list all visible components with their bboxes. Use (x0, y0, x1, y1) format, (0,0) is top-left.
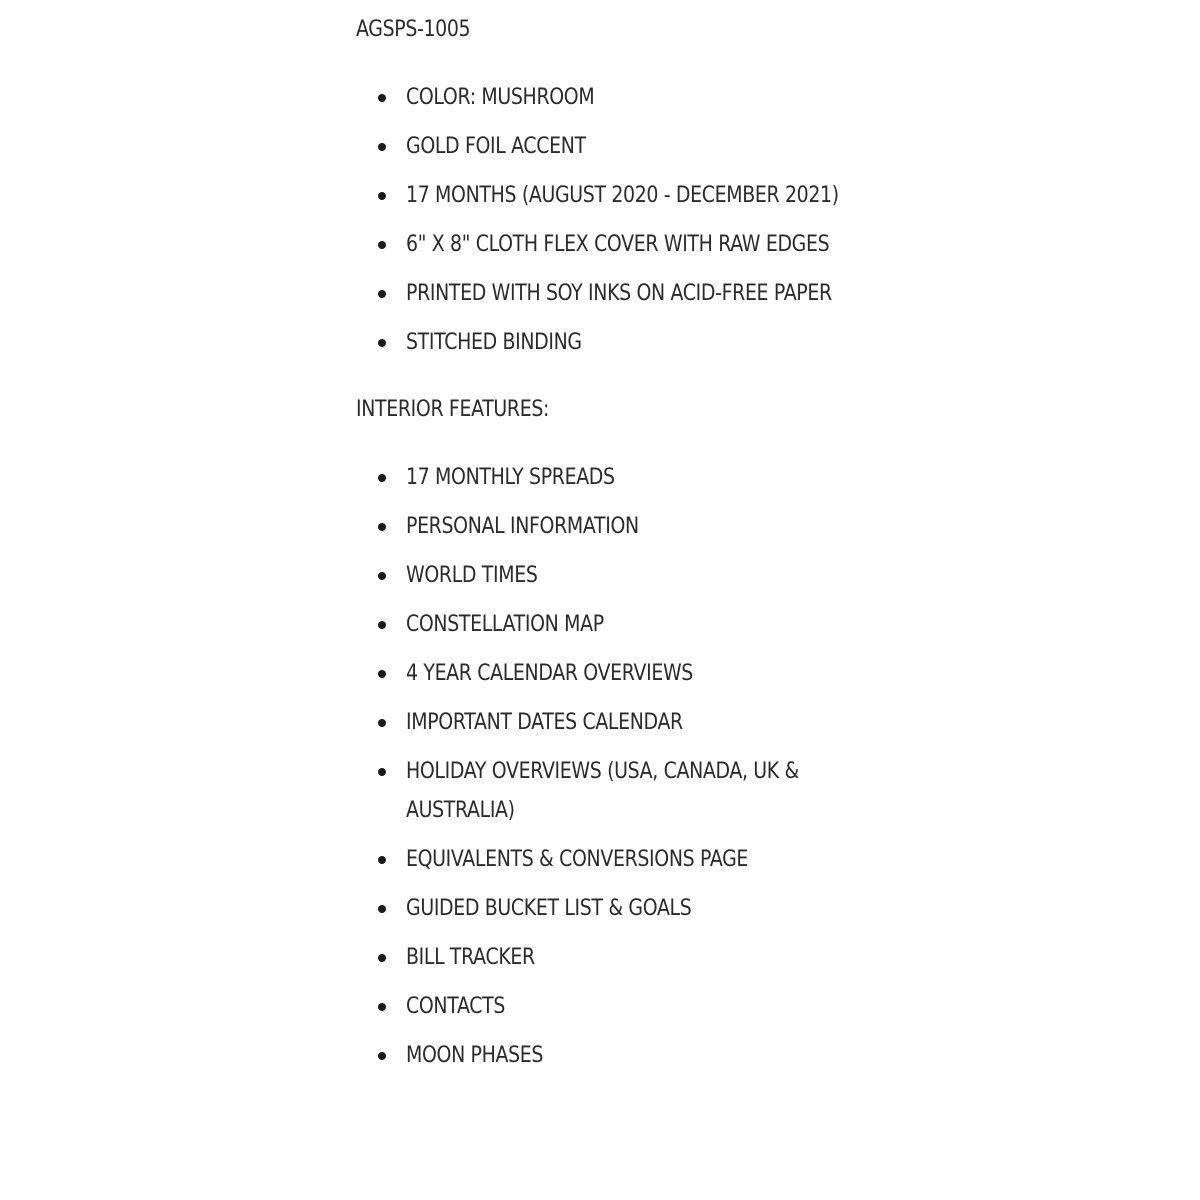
list-item (356, 889, 876, 928)
feature-item-text: CONTACTS (406, 994, 505, 1019)
list-item (356, 654, 876, 693)
list-item (356, 703, 876, 742)
list-item (356, 458, 876, 497)
product-description (356, 14, 856, 1085)
interior-features-heading: INTERIOR FEATURES: (356, 397, 550, 422)
bullet-icon (378, 339, 386, 347)
feature-item-text: GUIDED BUCKET LIST & GOALS (406, 896, 692, 921)
list-item (356, 987, 876, 1026)
list-item (356, 507, 876, 546)
bullet-icon (378, 1052, 386, 1060)
list-item (356, 752, 876, 830)
list-item (356, 605, 876, 644)
bullet-icon (378, 143, 386, 151)
spec-item-text: GOLD FOIL ACCENT (406, 134, 586, 159)
spec-item-text: PRINTED WITH SOY INKS ON ACID-FREE PAPER (406, 281, 832, 306)
list-item (356, 323, 876, 362)
bullet-icon (378, 856, 386, 864)
bullet-icon (378, 670, 386, 678)
bullet-icon (378, 905, 386, 913)
bullet-icon (378, 572, 386, 580)
bullet-icon (378, 290, 386, 298)
spec-item-text: STITCHED BINDING (406, 330, 582, 355)
feature-item-text: CONSTELLATION MAP (406, 612, 604, 637)
feature-item-text: EQUIVALENTS & CONVERSIONS PAGE (406, 847, 749, 872)
feature-item-text: WORLD TIMES (406, 563, 538, 588)
list-item (356, 274, 876, 313)
interior-features-list (356, 458, 856, 1075)
bullet-icon (378, 192, 386, 200)
list-item (356, 840, 876, 879)
list-item (356, 127, 876, 166)
list-item (356, 176, 876, 215)
feature-item-text: HOLIDAY OVERVIEWS (USA, CANADA, UK & AUSTRALIA) (406, 759, 799, 823)
product-sku: AGSPS-1005 (356, 17, 471, 42)
bullet-icon (378, 241, 386, 249)
list-item (356, 938, 876, 977)
list-item (356, 1036, 876, 1075)
bullet-icon (378, 474, 386, 482)
bullet-icon (378, 94, 386, 102)
feature-item-text: 17 MONTHLY SPREADS (406, 465, 615, 490)
bullet-icon (378, 768, 386, 776)
bullet-icon (378, 719, 386, 727)
feature-item-text: IMPORTANT DATES CALENDAR (406, 710, 683, 735)
list-item (356, 225, 876, 264)
bullet-icon (378, 954, 386, 962)
spec-item-text: COLOR: MUSHROOM (406, 85, 595, 110)
feature-item-text: 4 YEAR CALENDAR OVERVIEWS (406, 661, 693, 686)
bullet-icon (378, 523, 386, 531)
list-item (356, 78, 876, 117)
feature-item-text: MOON PHASES (406, 1043, 544, 1068)
list-item (356, 556, 876, 595)
feature-item-text: BILL TRACKER (406, 945, 535, 970)
product-spec-list (356, 78, 856, 362)
bullet-icon (378, 1003, 386, 1011)
feature-item-text: PERSONAL INFORMATION (406, 514, 639, 539)
spec-item-text: 17 MONTHS (AUGUST 2020 - DECEMBER 2021) (406, 183, 839, 208)
spec-item-text: 6" X 8" CLOTH FLEX COVER WITH RAW EDGES (406, 232, 830, 257)
bullet-icon (378, 621, 386, 629)
